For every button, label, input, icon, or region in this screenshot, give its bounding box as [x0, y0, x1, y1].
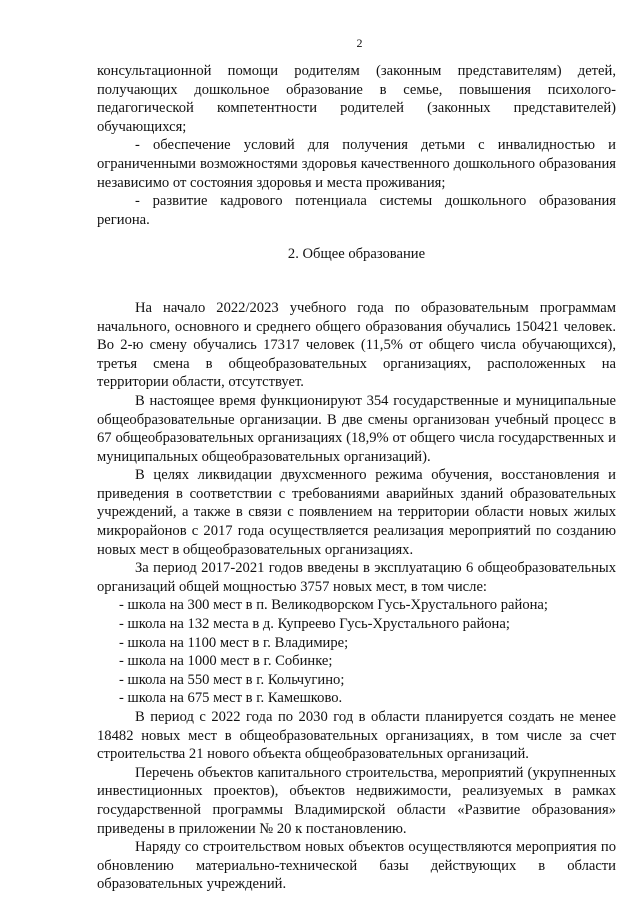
document-page	[97, 36, 616, 894]
school-list-item: - школа на 1100 мест в г. Владимире;	[119, 634, 349, 651]
closing-paragraph-1: В период с 2022 года по 2030 год в области планируется создать не менее 18482 новых мест в общеобразовательных организациях, в том числе за счет строительства 21 нового объекта общеобразовательных организаций.	[97, 709, 616, 763]
school-list-item: - школа на 1000 мест в г. Собинке;	[119, 653, 333, 670]
closing-paragraph-3: Наряду со строительством новых объектов осуществляются мероприятия по обновлению материально-технической базы действующих в области образовательных учреждений.	[97, 839, 616, 893]
school-list-item: - школа на 132 места в д. Купреево Гусь-Хрустального района;	[119, 616, 510, 633]
body-paragraph-3: В целях ликвидации двухсменного режима обучения, восстановления и приведения в соответствии с требованиями аварийных зданий образовательных учреждений, а также в связи с появлением на территории области новых жилых микрорайонов с 2017 года осуществляется реализация мероприятий по созданию новых мест в общеобразовательных организациях.	[97, 467, 616, 558]
spacer	[97, 281, 616, 299]
closing-paragraph-2: Перечень объектов капитального строительства, мероприятий (укрупненных инвестиционных проектов), объектов недвижимости, реализуемых в рамках государственной программы Владимирской области «Развитие образования» приведены в приложении № 20 к постановлению.	[97, 764, 616, 837]
body-paragraph-2: В настоящее время функционируют 354 государственные и муниципальные общеобразовательные организации. В две смены организован учебный процесс в 67 общеобразовательных организациях (18,9% от общего числа государственных и муниципальных общеобразовательных организаций).	[97, 392, 616, 465]
section-heading: 2. Общее образование	[287, 246, 426, 263]
intro-paragraph-1: консультационной помощи родителям (законным представителям) детей, получающих дошкольное образование в семье, повышения психолого-педагогической компетентности родителей (законных представителей) обучающихся;	[97, 63, 616, 135]
school-list-item: - школа на 675 мест в г. Камешково.	[119, 690, 343, 707]
body-paragraph-1: На начало 2022/2023 учебного года по образовательным программам начального, основного и среднего общего образования обучались 150421 человек. Во 2-ю смену обучались 17317 человек (11,5% от общего числа обучающихся), третья смена в общеобразовательных организациях, расположенных на территории области, отсутствует.	[97, 299, 616, 391]
intro-paragraph-2: - обеспечение условий для получения детьми с инвалидностью и ограниченными возможностями здоровья качественного дошкольного образования независимо от состояния здоровья и места проживания;	[97, 137, 616, 191]
school-list-item: - школа на 550 мест в г. Кольчугино;	[119, 671, 345, 688]
body-paragraph-4: За период 2017-2021 годов введены в эксплуатацию 6 общеобразовательных организаций общей мощностью 3757 новых мест, в том числе:	[97, 560, 616, 595]
school-list	[97, 596, 616, 708]
page-number: 2	[356, 36, 363, 50]
school-list-item: - школа на 300 мест в п. Великодворском Гусь-Хрустального района;	[119, 597, 548, 614]
intro-paragraph-3: - развитие кадрового потенциала системы дошкольного образования региона.	[97, 193, 616, 228]
